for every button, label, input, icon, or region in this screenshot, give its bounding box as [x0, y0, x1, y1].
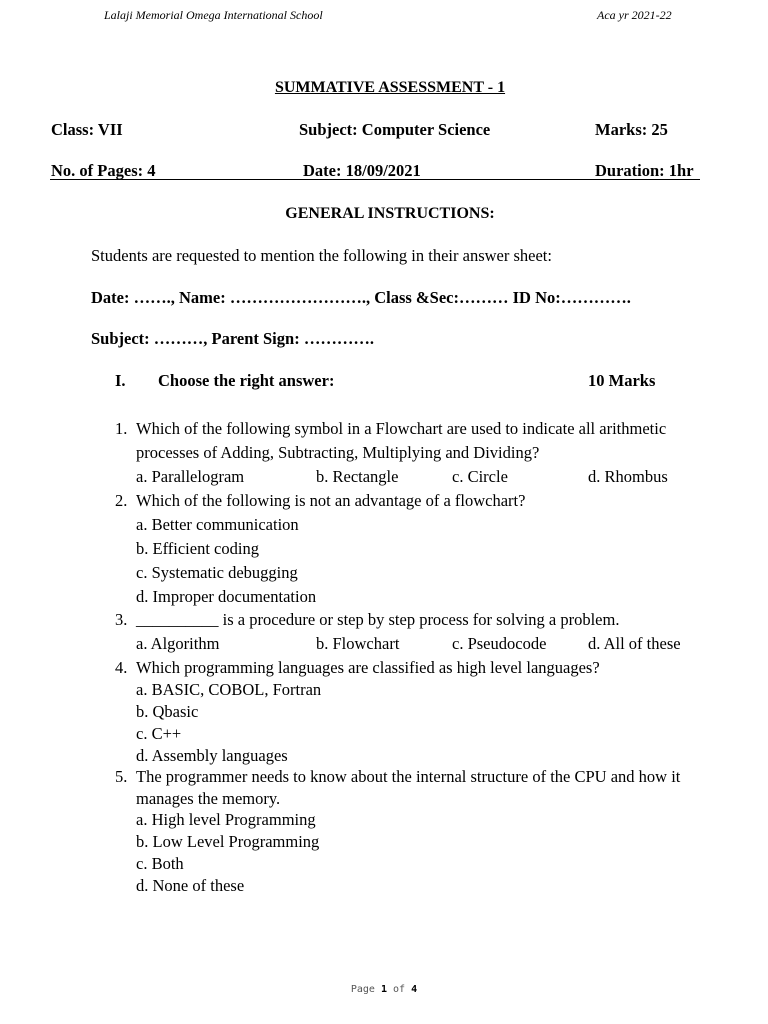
question-2-option-a: a. Better communication: [136, 515, 299, 534]
question-number: 3.: [115, 610, 128, 629]
question-number: 2.: [115, 491, 128, 510]
page-title: [0, 79, 768, 97]
question-1-text: Which of the following symbol in a Flowchart are used to indicate all arithmetic: [136, 419, 667, 438]
question-1-option-d: d. Rhombus: [588, 467, 668, 486]
question-3-option-d: d. All of these: [588, 634, 681, 653]
footer-total-pages: 4: [411, 984, 418, 995]
page-footer: [0, 984, 768, 995]
duration-label: Duration: 1hr: [595, 161, 694, 180]
question-2-text: Which of the following is not an advantage of a flowchart?: [136, 491, 526, 510]
question-3-option-b: b. Flowchart: [316, 634, 400, 653]
section-title: Choose the right answer:: [158, 371, 335, 390]
footer-current-page: 1: [380, 984, 387, 995]
instructions-intro: Students are requested to mention the following in their answer sheet:: [91, 246, 552, 265]
pages-label: No. of Pages: 4: [51, 161, 156, 180]
subject-label: Subject: Computer Science: [299, 120, 491, 139]
question-4-option-a: a. BASIC, COBOL, Fortran: [136, 680, 322, 699]
question-5-text-cont: manages the memory.: [136, 789, 281, 808]
question-5-text: The programmer needs to know about the internal structure of the CPU and how it: [136, 767, 681, 786]
question-3-option-c: c. Pseudocode: [452, 634, 547, 653]
instructions-heading: GENERAL INSTRUCTIONS:: [285, 205, 495, 222]
section-marks: 10 Marks: [588, 371, 656, 390]
question-5-option-a: a. High level Programming: [136, 810, 316, 829]
school-name: Lalaji Memorial Omega International School: [104, 8, 323, 22]
class-label: Class: VII: [51, 120, 123, 139]
header-divider: [50, 179, 700, 180]
question-2-option-b: b. Efficient coding: [136, 539, 259, 558]
question-number: 5.: [115, 767, 128, 786]
instructions-line-2: Subject: ………, Parent Sign: ………….: [91, 329, 374, 348]
question-5-option-c: c. Both: [136, 854, 184, 873]
question-3-option-a: a. Algorithm: [136, 634, 220, 653]
question-1-text-cont: processes of Adding, Subtracting, Multiplying and Dividing?: [136, 443, 540, 462]
footer-page-word: Page: [350, 984, 375, 995]
question-number: 1.: [115, 419, 128, 438]
question-5-option-b: b. Low Level Programming: [136, 832, 320, 851]
instructions-line-1: Date: ……., Name: ……………………., Class &Sec:……… ID No:………….: [91, 288, 631, 307]
question-4-option-c: c. C++: [136, 724, 182, 743]
title-text: SUMMATIVE ASSESSMENT - 1: [274, 79, 506, 96]
question-2-option-c: c. Systematic debugging: [136, 563, 298, 582]
question-4-option-b: b. Qbasic: [136, 702, 199, 721]
question-5-option-d: d. None of these: [136, 876, 245, 895]
question-1-option-a: a. Parallelogram: [136, 467, 245, 486]
date-label: Date: 18/09/2021: [303, 161, 421, 180]
question-3-text: __________ is a procedure or step by step process for solving a problem.: [136, 610, 620, 629]
question-4-option-d: d. Assembly languages: [136, 746, 288, 765]
question-2-option-d: d. Improper documentation: [136, 587, 317, 606]
question-1-option-c: c. Circle: [452, 467, 508, 486]
question-1-option-b: b. Rectangle: [316, 467, 399, 486]
question-4-text: Which programming languages are classified as high level languages?: [136, 658, 600, 677]
section-numeral: I.: [115, 371, 126, 390]
question-number: 4.: [115, 658, 128, 677]
academic-year: Aca yr 2021-22: [597, 8, 672, 22]
footer-of-word: of: [393, 984, 406, 995]
marks-label: Marks: 25: [595, 120, 668, 139]
